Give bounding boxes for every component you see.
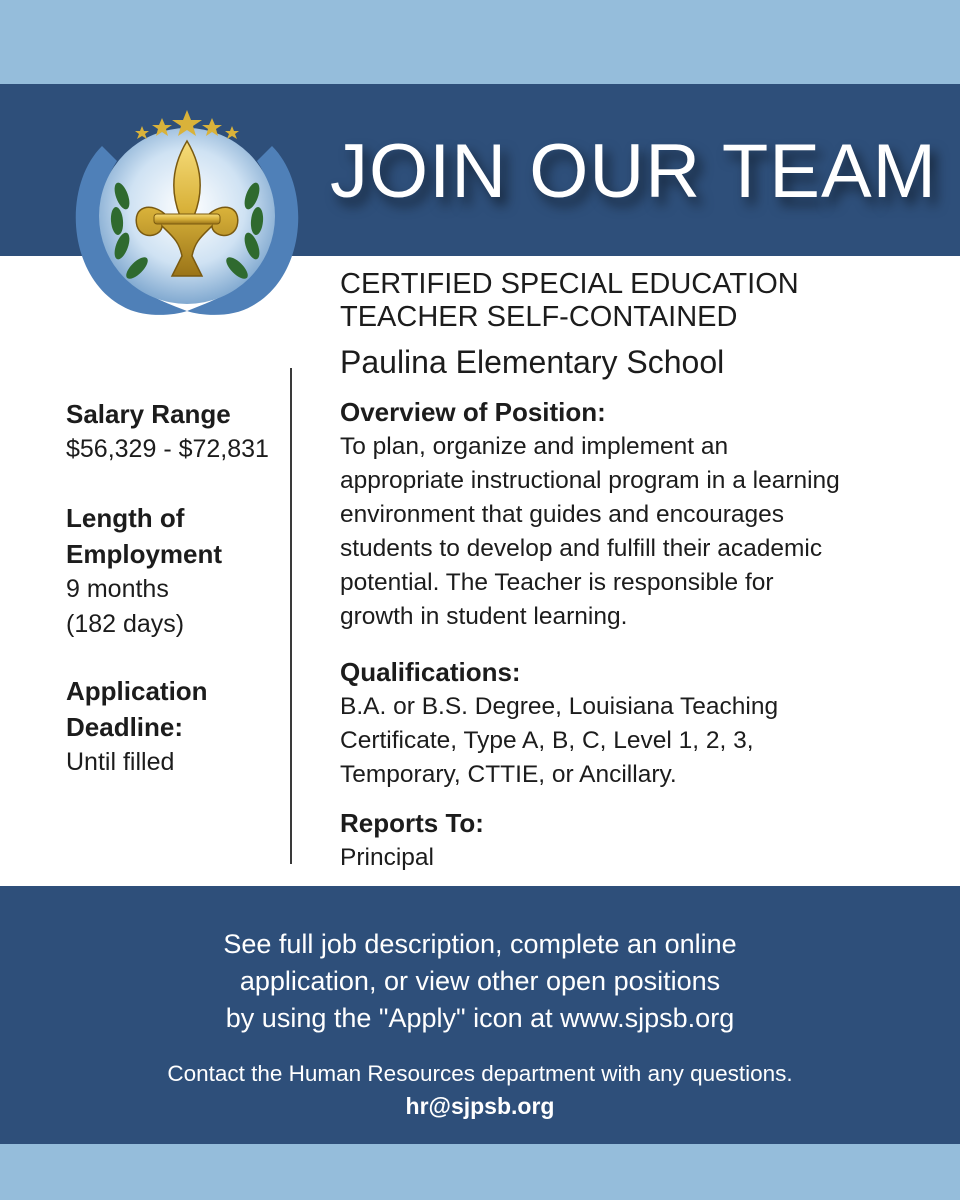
- job-title: CERTIFIED SPECIAL EDUCATION TEACHER SELF-CONTAINED: [340, 268, 799, 333]
- fleur-de-lis-logo-icon: [62, 106, 312, 326]
- reports-label: Reports To:: [340, 808, 484, 838]
- overview-section: [340, 394, 845, 634]
- deadline-label: Application Deadline:: [66, 676, 208, 742]
- salary-section: [66, 396, 286, 467]
- school-name: Paulina Elementary School: [340, 344, 725, 380]
- top-light-band: [0, 0, 960, 84]
- length-value: 9 months (182 days): [66, 575, 185, 638]
- qualifications-text: B.A. or B.S. Degree, Louisiana Teaching Certificate, Type A, B, C, Level 1, 2, 3, Temporary, CTTIE, or Ancillary.: [340, 693, 779, 788]
- salary-value: $56,329 - $72,831: [66, 435, 269, 463]
- column-divider: [290, 368, 292, 864]
- reports-text: Principal: [340, 844, 434, 871]
- salary-label: Salary Range: [66, 399, 231, 429]
- overview-text: To plan, organize and implement an appropriate instructional program in a learning environment that guides and encourages students to develop and fulfill their academic potential. The Teacher is responsible for growth in student learning.: [340, 433, 840, 630]
- deadline-section: [66, 673, 256, 780]
- overview-label: Overview of Position:: [340, 397, 606, 427]
- qualifications-section: [340, 654, 810, 792]
- length-section: [66, 500, 266, 642]
- apply-instructions: See full job description, complete an online application, or view other open positions by using the "Apply" icon at www.sjpsb.org: [223, 929, 737, 1033]
- reports-section: [340, 805, 940, 875]
- contact-text: Contact the Human Resources department with any questions.: [167, 1061, 793, 1086]
- deadline-value: Until filled: [66, 748, 175, 776]
- length-label: Length of Employment: [66, 503, 223, 569]
- bottom-light-band: [0, 1144, 960, 1200]
- page-title: JOIN OUR TEAM: [330, 129, 937, 214]
- contact-email-link[interactable]: hr@sjpsb.org: [405, 1093, 555, 1119]
- qualifications-label: Qualifications:: [340, 657, 521, 687]
